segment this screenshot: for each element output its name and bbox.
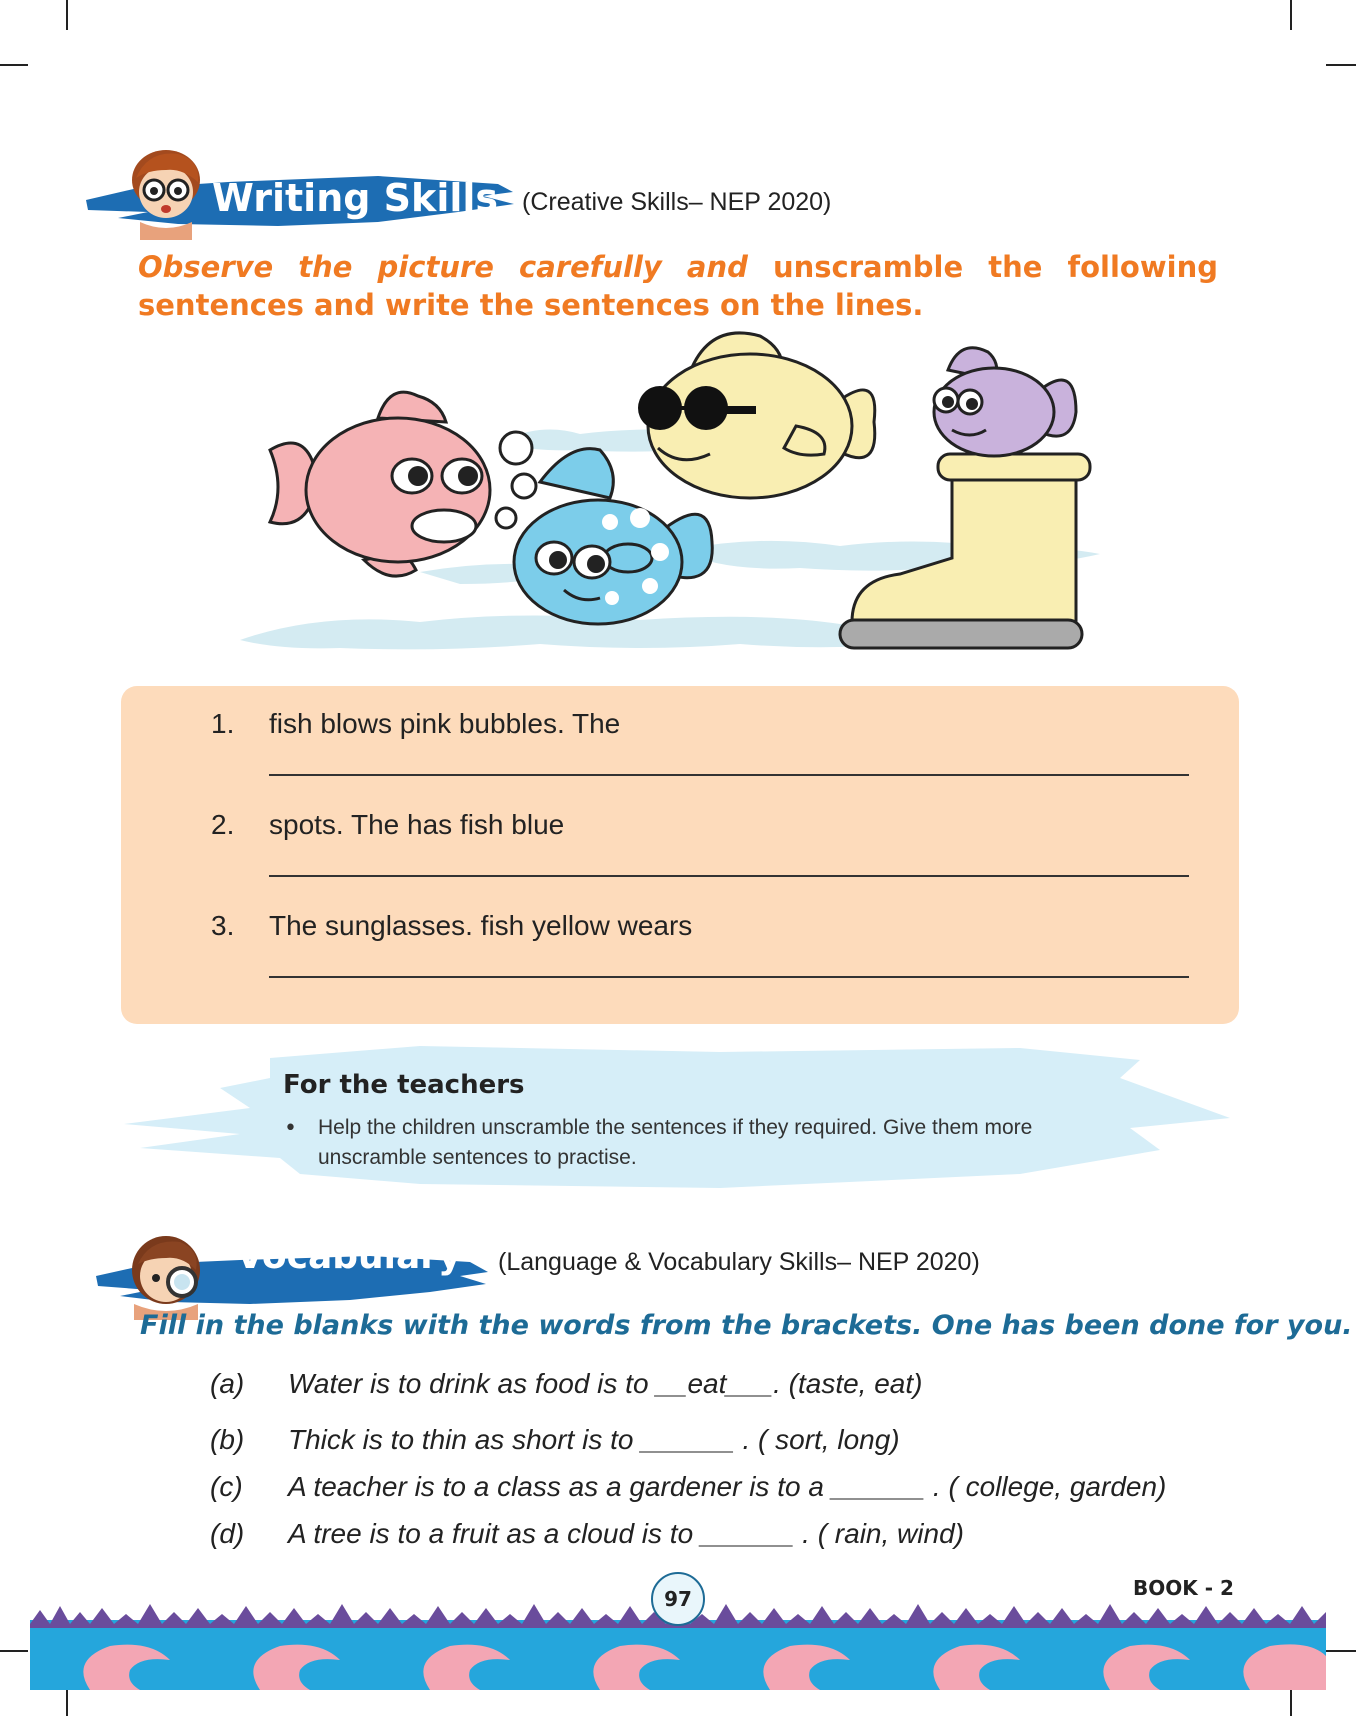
writing-skills-subtitle: (Creative Skills– NEP 2020) <box>522 188 832 216</box>
bullet: • <box>284 1116 297 1141</box>
boy-mascot-icon <box>132 150 200 240</box>
answer-line[interactable] <box>269 976 1189 978</box>
vocab-item <box>0 1424 1356 1464</box>
question-text: spots. The has fish blue <box>269 809 565 840</box>
vocab-text: Water is to drink as food is to __eat___. (taste, eat) <box>288 1368 923 1399</box>
crop-mark <box>0 1650 28 1652</box>
yellow-fish-icon <box>638 333 875 498</box>
teachers-heading: For the teachers <box>283 1070 525 1100</box>
question-number: 3. <box>211 910 235 941</box>
vocabulary-instruction: Fill in the blanks with the words from the brackets. One has been done for you. <box>140 1310 1353 1341</box>
question-box <box>121 686 1239 1024</box>
vocab-item <box>0 1368 1356 1408</box>
fish-illustration <box>240 322 1120 662</box>
vocab-item <box>0 1518 1356 1558</box>
vocab-label: (c) <box>210 1471 243 1502</box>
writing-instruction <box>138 248 1218 324</box>
question-number: 1. <box>211 708 235 739</box>
question-row <box>121 708 1239 808</box>
answer-line[interactable] <box>269 774 1189 776</box>
crop-mark <box>1326 1650 1356 1652</box>
question-number: 2. <box>211 809 235 840</box>
purple-fish-icon <box>934 348 1076 456</box>
question-text: fish blows pink bubbles. The <box>269 708 621 739</box>
vocab-label: (b) <box>210 1424 245 1455</box>
vocab-text: A teacher is to a class as a gardener is to a ______ . ( college, garden) <box>288 1471 1167 1502</box>
answer-line[interactable] <box>269 875 1189 877</box>
vocab-text: Thick is to thin as short is to ______ . ( sort, long) <box>288 1424 900 1455</box>
question-text: The sunglasses. fish yellow wears <box>269 910 693 941</box>
teachers-text: Help the children unscramble the sentences if they required. Give them more unscramble sentences to practise. <box>318 1116 1033 1169</box>
question-row <box>121 809 1239 909</box>
instruction-rest: unscramble the following sentences and write the sentences on the lines. <box>138 250 1218 322</box>
crop-mark <box>1326 64 1356 66</box>
crop-mark <box>0 64 28 66</box>
crop-mark <box>1290 0 1292 30</box>
question-row <box>121 910 1239 1010</box>
vocabulary-title: Vocabulary <box>236 1236 462 1277</box>
vocab-label: (a) <box>210 1368 245 1399</box>
pink-fish-icon <box>270 392 490 576</box>
page-number: 97 <box>651 1572 705 1626</box>
vocab-text: A tree is to a fruit as a cloud is to ______ . ( rain, wind) <box>288 1518 964 1549</box>
book-label: BOOK - 2 <box>1133 1576 1234 1600</box>
vocab-label: (d) <box>210 1518 245 1549</box>
vocabulary-subtitle: (Language & Vocabulary Skills– NEP 2020) <box>498 1248 980 1276</box>
crop-mark <box>66 1686 68 1716</box>
girl-mascot-icon <box>132 1236 200 1320</box>
crop-mark <box>66 0 68 30</box>
writing-skills-title: Writing Skills <box>212 176 499 220</box>
vocab-item <box>0 1471 1356 1511</box>
instruction-italic: Observe the picture carefully and <box>138 250 748 284</box>
crop-mark <box>1290 1686 1292 1716</box>
